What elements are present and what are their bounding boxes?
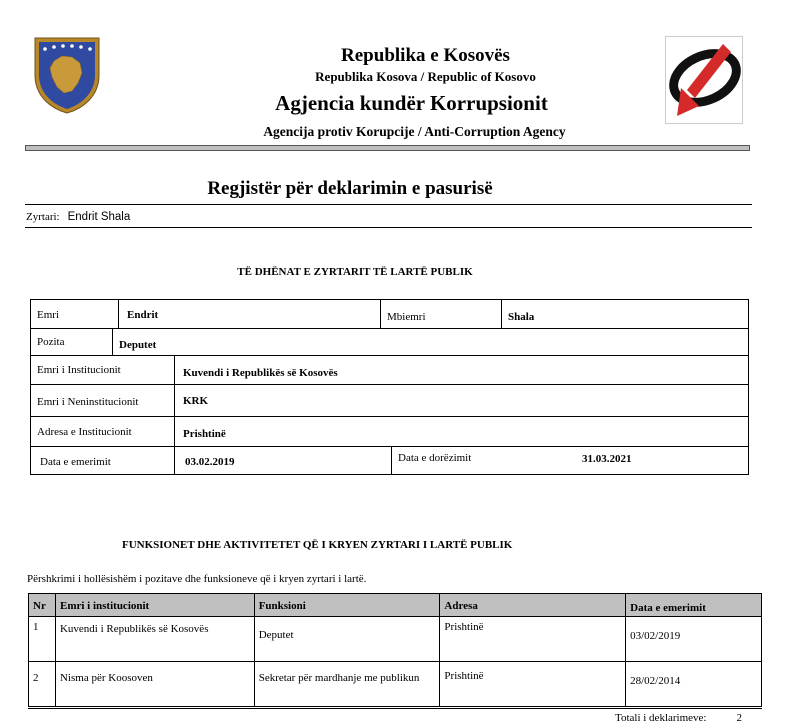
address-value: Prishtinë bbox=[174, 417, 748, 446]
register-rule-top bbox=[25, 204, 752, 205]
row-name bbox=[31, 300, 748, 329]
total-label: Totali i deklarimeve: bbox=[615, 712, 707, 724]
position-label: Pozita bbox=[37, 336, 65, 348]
row-position bbox=[31, 329, 748, 356]
country-title: Republika e Kosovës bbox=[341, 45, 510, 66]
section-functions-title: FUNKSIONET DHE AKTIVITETET QË I KRYEN ZYRTARI I LARTË PUBLIK bbox=[122, 539, 513, 551]
register-title: Regjistër për deklarimin e pasurisë bbox=[207, 178, 493, 199]
cell-appointment-date: 28/02/2014 bbox=[626, 662, 762, 707]
cell-function: Deputet bbox=[254, 617, 440, 662]
row-non-institution bbox=[31, 385, 748, 417]
cell-nr: 1 bbox=[29, 617, 56, 662]
functions-table bbox=[28, 593, 762, 707]
first-name-label: Emri bbox=[37, 309, 59, 321]
col-address: Adresa bbox=[440, 594, 626, 617]
cell-function: Sekretar për mardhanje me publikun bbox=[254, 662, 440, 707]
table-row bbox=[29, 662, 762, 707]
functions-header-row bbox=[29, 594, 762, 617]
appointment-label: Data e emerimit bbox=[40, 456, 111, 468]
agency-title-alt: Agencija protiv Korupcije / Anti-Corruption Agency bbox=[263, 124, 566, 139]
address-label: Adresa e Institucionit bbox=[37, 426, 132, 438]
cell-address: Prishtinë bbox=[440, 617, 626, 662]
row-institution bbox=[31, 356, 748, 385]
cell-institution: Kuvendi i Republikës së Kosovës bbox=[55, 617, 254, 662]
institution-label: Emri i Institucionit bbox=[37, 364, 121, 376]
official-label: Zyrtari: bbox=[26, 211, 60, 223]
submission-value: 31.03.2021 bbox=[582, 453, 632, 465]
table-bottom-rule bbox=[28, 708, 762, 709]
col-nr: Nr bbox=[29, 594, 56, 617]
cell-appointment-date: 03/02/2019 bbox=[626, 617, 762, 662]
country-title-alt: Republika Kosova / Republic of Kosovo bbox=[315, 69, 536, 84]
register-rule-bottom bbox=[25, 227, 752, 228]
cell-nr: 2 bbox=[29, 662, 56, 707]
official-data-table bbox=[30, 299, 749, 475]
col-appointment-date: Data e emerimit bbox=[626, 594, 762, 617]
last-name-label: Mbiemri bbox=[380, 300, 501, 328]
first-name-value: Endrit bbox=[118, 300, 380, 328]
submission-label: Data e dorëzimit bbox=[391, 447, 582, 474]
last-name-value: Shala bbox=[501, 300, 748, 328]
total-value: 2 bbox=[736, 712, 742, 724]
section-official-data-title: TË DHËNAT E ZYRTARIT TË LARTË PUBLIK bbox=[237, 266, 473, 278]
non-institution-label: Emri i Neninstitucionit bbox=[37, 396, 139, 408]
section-functions-description: Përshkrimi i hollësishëm i pozitave dhe funksioneve që i kryen zyrtari i lartë. bbox=[27, 573, 367, 585]
official-row bbox=[26, 211, 130, 223]
institution-value: Kuvendi i Republikës së Kosovës bbox=[174, 356, 748, 384]
agency-title: Agjencia kundër Korrupsionit bbox=[275, 91, 548, 115]
row-dates bbox=[31, 447, 748, 474]
position-value: Deputet bbox=[112, 329, 748, 355]
appointment-value: 03.02.2019 bbox=[174, 447, 391, 474]
col-institution: Emri i institucionit bbox=[55, 594, 254, 617]
total-declarations bbox=[615, 712, 742, 724]
non-institution-value: KRK bbox=[174, 385, 748, 416]
cell-address: Prishtinë bbox=[440, 662, 626, 707]
header-divider bbox=[25, 145, 750, 151]
table-row bbox=[29, 617, 762, 662]
cell-institution: Nisma për Koosoven bbox=[55, 662, 254, 707]
row-address bbox=[31, 417, 748, 447]
official-name: Endrit Shala bbox=[67, 211, 131, 223]
col-function: Funksioni bbox=[254, 594, 440, 617]
